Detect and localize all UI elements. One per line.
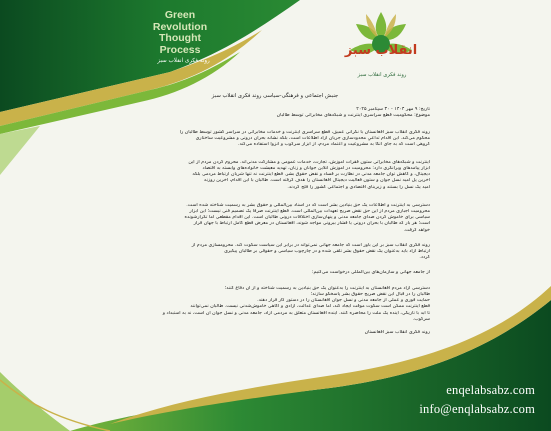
text-line: از جامعه جهانی و سازمان‌های بین‌المللی درخواست می‌کنیم: (311, 270, 430, 275)
green-revolution-logo (344, 10, 418, 72)
text-line: آخرین پل امید نسل جوان و ستون فعالیت دیجیتال افغانستان را هدف گرفته است. طالبان با این اقدام، آخرین روزنه (204, 178, 430, 184)
text-line: حمایت فوری و عملی از جامعه مدنی و نسل جوان افغانستان را در دستور کار قرار دهند. (257, 298, 430, 304)
brand-english-title (125, 10, 235, 56)
text-line: محرومیت اجباری مردم از این حق نقض صریح تعهدات بین‌المللی است. قطع اینترنت صرفاً یک تصمیم فنی نیست؛ این ابزار (189, 209, 430, 215)
org-title: جنبش اجتماعی و فرهنگی-سیاسی روند فکری انقلاب سبز (211, 93, 339, 99)
brand-line: Thought (159, 33, 201, 44)
text-line: است؛ هر بار که طالبان با بحران درونی یا فشار بیرونی مواجه شوند، افغانستان در معرض قطع کامل ارتباط با جهان قرار (193, 221, 430, 227)
text-line: طالبان را در قبال این نقض صریح حقوق بشر پاسخگو سازند؛ (310, 292, 430, 298)
text-line: روند فکری انقلاب سبز افغانستان با نگرانی عمیق، قطع سراسری اینترنت و خدمات مخابراتی در سراسر کشور توسط طالبان را (179, 130, 430, 135)
paragraph-3 (106, 203, 430, 234)
text-line: گردد. (419, 255, 430, 261)
paragraph-4 (106, 243, 430, 261)
text-line: خواهد گرفت. (403, 227, 430, 233)
paragraph-1 (106, 130, 430, 148)
text-line: دیجیتال، و کاهش توان جامعه مدنی در نظارت بر فساد و نقض حقوق بشر. قطع اینترنت نه تنها شریان ارتباط مردمی بلکه (192, 172, 430, 178)
header-meta (106, 107, 430, 119)
text-line: امید یک نسل را بستند و زیربنای اقتصادی و اجتماعی کشور را فلج کردند. (287, 184, 430, 190)
signature-line: روند فکری انقلاب سبز افغانستان (364, 330, 430, 335)
subject-line: موضوع: محکومیت قطع سراسری اینترنت و شبکه‌های مخابراتی توسط طالبان (276, 113, 430, 119)
text-line: گروهی است که به جای اتکا به مشروعیت و اعتماد مردم، از ابزار سرکوب و انزوا استفاده می‌کند. (237, 142, 430, 148)
paragraph-6 (106, 286, 430, 323)
logo-subtitle: روند فکری انقلاب سبز (357, 72, 407, 78)
text-line: سیاسی برای خاموش کردن صدای جامعه مدنی و پنهان‌سازی اختلافات درونی طالبان است. این اقدام مقطعی اما تکرارشونده (184, 215, 430, 221)
paragraph-5 (106, 270, 430, 276)
brand-persian-tagline: روند فکری انقلاب سبز (157, 58, 210, 64)
website-link[interactable]: enqelabsabz.com (446, 383, 535, 397)
text-line: سرکوب. (412, 316, 430, 322)
text-line: ارتباط آزاد باید به‌عنوان یک نقض حقوق بشر تلقی شده و در چارچوب سیاسی و حقوقی بر طالبان پیگیری (224, 249, 430, 255)
text-line: محکوم می‌کند. این اقدام تداعیِ محدودسازی جریان آزاد اطلاعات است، بلکه نشانه بحران درونی و مشروعیت ساختاری (195, 136, 430, 142)
text-line: روند فکری انقلاب سبز بر این باور است که جامعه جهانی نمی‌تواند در برابر این سیاست سکوت کند. محرومسازی مردم از (191, 243, 430, 248)
brand-line: Green (164, 10, 196, 21)
text-line: اینترنت و شبکه‌های مخابراتی ستون فقرات آموزش، تجارت، خدمات عمومی و مشارکت مدنی‌اند. محروم کردن مردم از این (188, 160, 430, 165)
text-line: دسترسی آزاد مردم افغانستان به اینترنت را به‌عنوان یک حق بنیادین به رسمیت شناخته و از آن دفاع کنند؛ (224, 286, 430, 291)
signature (106, 330, 430, 336)
brand-line: Revolution (152, 21, 208, 33)
text-line: قطع اینترنت ممکن است سکوت موقت ایجاد کند، اما صدای عدالت، آزادی و آگاهی خاموش‌شدنی نیست. طالبان نمی‌توانند (190, 304, 430, 310)
text-line: تا ابد با تاریکی، آینده یک ملت را محاصره کنند. آینده افغانستان متعلق به مردمی آزاد، جامعه مدنی و نسل جوان آن است، نه به استبداد و (162, 310, 430, 316)
logo-wordmark: انقلاب سبز (344, 43, 418, 58)
text-line: ابزار پیامدهای ویرانگری دارد: محرومیت در آموزش آنلاین جوانان و زنان، تهدید معیشت خانواده‌های وابسته به اقتصاد (202, 166, 430, 172)
text-line: دسترسی به اینترنت و اطلاعات یک حق بنیادین بشر است که در اسناد بین‌المللی و حقوق بشر به رسمیت شناخته شده است. (186, 203, 430, 208)
brand-line: Process (159, 44, 201, 56)
email-link[interactable]: info@enqlabsabz.com (419, 402, 535, 416)
paragraph-2 (106, 160, 430, 191)
date-line: تاریخ: ۹ مهر ۱۴۰۴ - ۳۰ سپتامبر ۲۰۲۵ (356, 107, 430, 112)
